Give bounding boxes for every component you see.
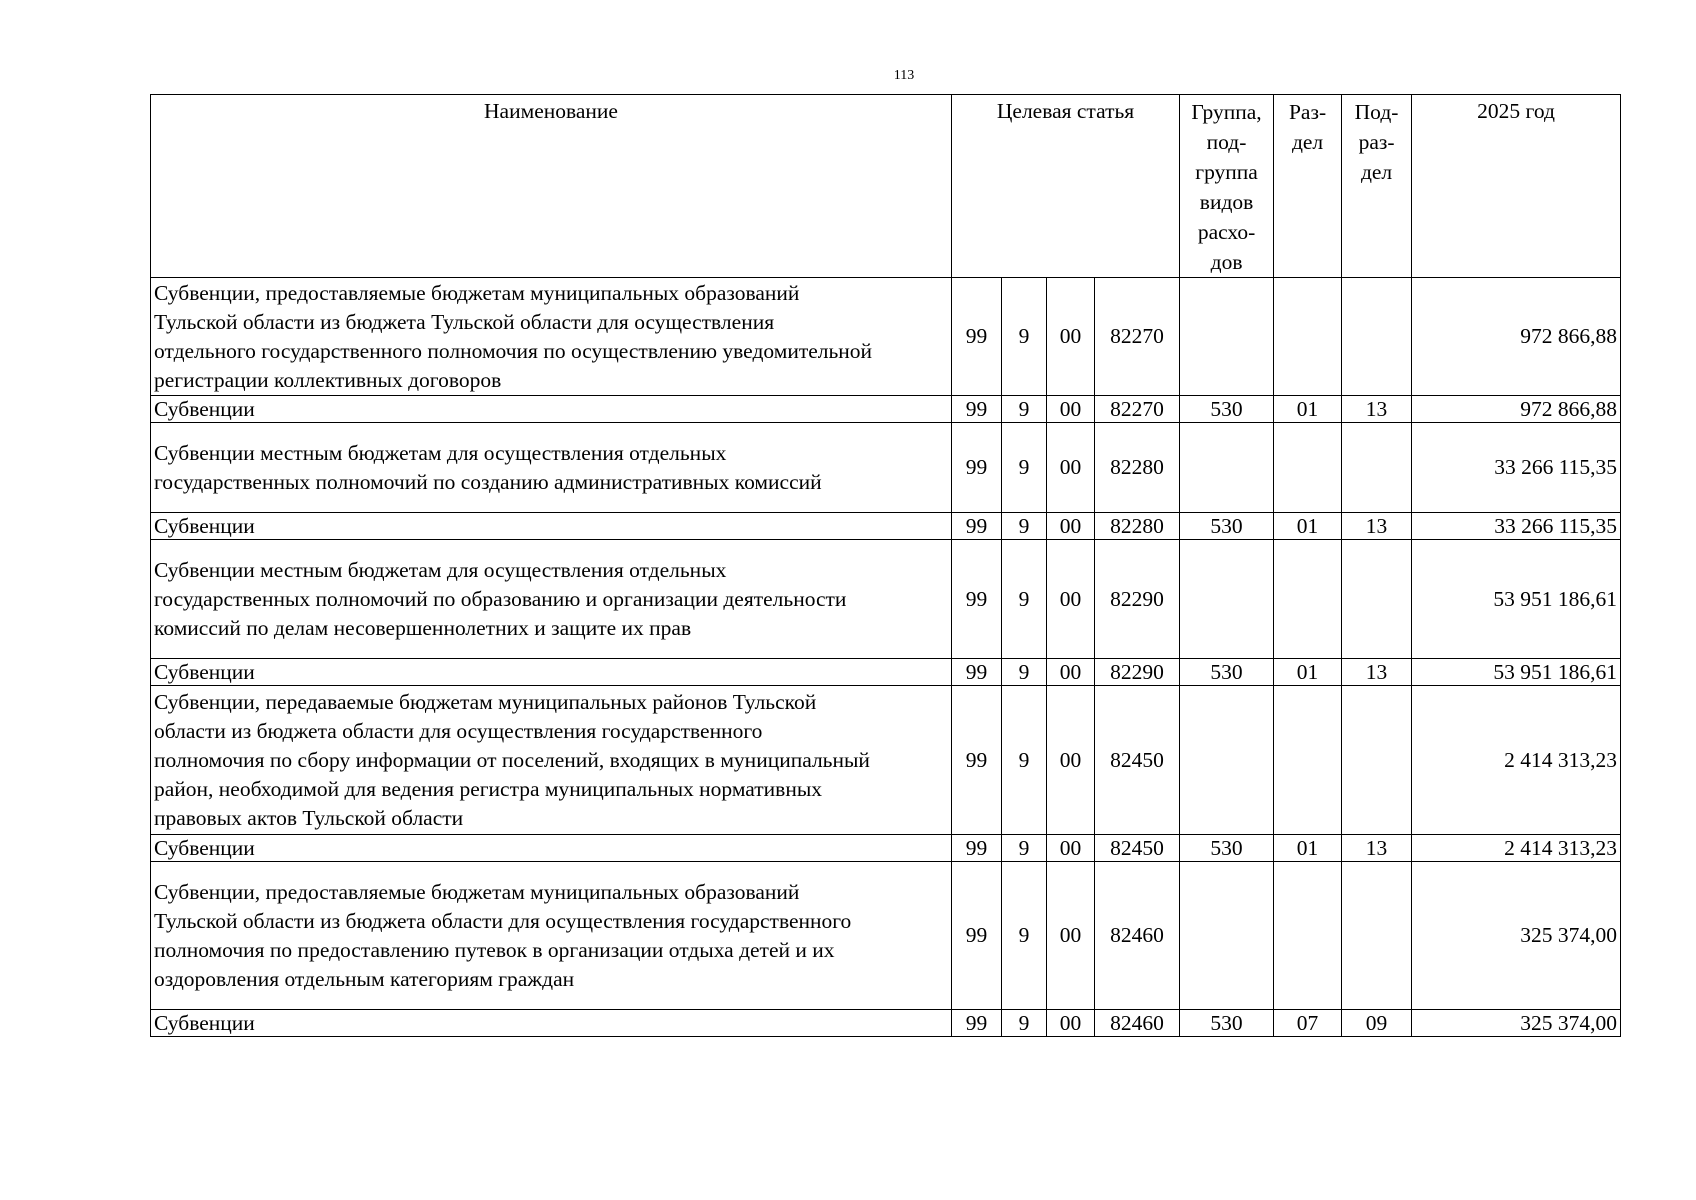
target-part-3: 00 bbox=[1047, 686, 1095, 835]
target-part-1: 99 bbox=[952, 540, 1002, 659]
amount-2025: 2 414 313,23 bbox=[1412, 835, 1621, 862]
section: 01 bbox=[1274, 659, 1342, 686]
target-part-2: 9 bbox=[1002, 1010, 1047, 1037]
row-name: Субвенции местным бюджетам для осуществления отдельных государственных полномочий по образованию и организации деятельности комиссий по делам несовершеннолетних и защите их прав bbox=[151, 540, 952, 659]
target-part-1: 99 bbox=[952, 862, 1002, 1010]
target-part-2: 9 bbox=[1002, 513, 1047, 540]
header-subsection: Под- раз- дел bbox=[1342, 95, 1412, 278]
row-name: Субвенции, передаваемые бюджетам муниципальных районов Тульской области из бюджета области для осуществления государственного полномочия по сбору информации от поселений, входящих в муниципальный район, необходимой для ведения регистра муниципальных нормативных правовых актов Тульской области bbox=[151, 686, 952, 835]
target-part-1: 99 bbox=[952, 659, 1002, 686]
header-section: Раз- дел bbox=[1274, 95, 1342, 278]
amount-2025: 33 266 115,35 bbox=[1412, 513, 1621, 540]
table-row bbox=[151, 1010, 1621, 1037]
amount-2025: 972 866,88 bbox=[1412, 278, 1621, 396]
amount-2025: 2 414 313,23 bbox=[1412, 686, 1621, 835]
amount-2025: 972 866,88 bbox=[1412, 396, 1621, 423]
expense-group: 530 bbox=[1180, 396, 1274, 423]
target-part-1: 99 bbox=[952, 423, 1002, 513]
target-part-1: 99 bbox=[952, 278, 1002, 396]
row-name: Субвенции, предоставляемые бюджетам муниципальных образований Тульской области из бюджета Тульской области для осуществления отдельного государственного полномочия по осуществлению уведомительной регистрации коллективных договоров bbox=[151, 278, 952, 396]
subsection bbox=[1342, 423, 1412, 513]
expense-group bbox=[1180, 540, 1274, 659]
expense-group bbox=[1180, 686, 1274, 835]
subsection bbox=[1342, 540, 1412, 659]
target-part-2: 9 bbox=[1002, 423, 1047, 513]
target-part-2: 9 bbox=[1002, 278, 1047, 396]
target-part-4: 82460 bbox=[1095, 1010, 1180, 1037]
subsection bbox=[1342, 862, 1412, 1010]
target-part-3: 00 bbox=[1047, 396, 1095, 423]
target-part-1: 99 bbox=[952, 513, 1002, 540]
target-part-3: 00 bbox=[1047, 540, 1095, 659]
target-part-3: 00 bbox=[1047, 862, 1095, 1010]
budget-table bbox=[150, 94, 1621, 1037]
header-expense-group: Группа, под- группа видов расхо- дов bbox=[1180, 95, 1274, 278]
row-name: Субвенции, предоставляемые бюджетам муниципальных образований Тульской области из бюджета области для осуществления государственного полномочия по предоставлению путевок в организации отдыха детей и их оздоровления отдельным категориям граждан bbox=[151, 862, 952, 1010]
section bbox=[1274, 686, 1342, 835]
target-part-4: 82270 bbox=[1095, 396, 1180, 423]
target-part-3: 00 bbox=[1047, 659, 1095, 686]
table-row bbox=[151, 423, 1621, 513]
target-part-2: 9 bbox=[1002, 540, 1047, 659]
target-part-3: 00 bbox=[1047, 513, 1095, 540]
target-part-3: 00 bbox=[1047, 423, 1095, 513]
target-part-1: 99 bbox=[952, 396, 1002, 423]
amount-2025: 325 374,00 bbox=[1412, 862, 1621, 1010]
row-name: Субвенции местным бюджетам для осуществления отдельных государственных полномочий по созданию административных комиссий bbox=[151, 423, 952, 513]
header-year-2025: 2025 год bbox=[1412, 95, 1621, 278]
target-part-2: 9 bbox=[1002, 686, 1047, 835]
table-row bbox=[151, 659, 1621, 686]
target-part-1: 99 bbox=[952, 1010, 1002, 1037]
target-part-4: 82280 bbox=[1095, 513, 1180, 540]
section bbox=[1274, 423, 1342, 513]
amount-2025: 53 951 186,61 bbox=[1412, 659, 1621, 686]
section: 01 bbox=[1274, 513, 1342, 540]
section: 01 bbox=[1274, 835, 1342, 862]
header-target-article: Целевая статья bbox=[952, 95, 1180, 278]
target-part-2: 9 bbox=[1002, 835, 1047, 862]
target-part-3: 00 bbox=[1047, 1010, 1095, 1037]
table-row bbox=[151, 396, 1621, 423]
table-row bbox=[151, 835, 1621, 862]
table-row bbox=[151, 862, 1621, 1010]
expense-group bbox=[1180, 278, 1274, 396]
table-row bbox=[151, 513, 1621, 540]
amount-2025: 33 266 115,35 bbox=[1412, 423, 1621, 513]
expense-group bbox=[1180, 423, 1274, 513]
amount-2025: 53 951 186,61 bbox=[1412, 540, 1621, 659]
header-name: Наименование bbox=[151, 95, 952, 278]
expense-group: 530 bbox=[1180, 835, 1274, 862]
header-row bbox=[151, 95, 1621, 278]
target-part-4: 82290 bbox=[1095, 659, 1180, 686]
subsection bbox=[1342, 686, 1412, 835]
target-part-1: 99 bbox=[952, 835, 1002, 862]
target-part-2: 9 bbox=[1002, 659, 1047, 686]
expense-group: 530 bbox=[1180, 659, 1274, 686]
target-part-4: 82280 bbox=[1095, 423, 1180, 513]
target-part-4: 82450 bbox=[1095, 686, 1180, 835]
subsection bbox=[1342, 278, 1412, 396]
row-name: Субвенции bbox=[151, 659, 952, 686]
subsection: 13 bbox=[1342, 835, 1412, 862]
section bbox=[1274, 540, 1342, 659]
row-name: Субвенции bbox=[151, 835, 952, 862]
target-part-4: 82270 bbox=[1095, 278, 1180, 396]
subsection: 13 bbox=[1342, 659, 1412, 686]
target-part-4: 82450 bbox=[1095, 835, 1180, 862]
subsection: 13 bbox=[1342, 513, 1412, 540]
target-part-3: 00 bbox=[1047, 278, 1095, 396]
section bbox=[1274, 278, 1342, 396]
subsection: 13 bbox=[1342, 396, 1412, 423]
page-number: 113 bbox=[893, 68, 915, 83]
target-part-3: 00 bbox=[1047, 835, 1095, 862]
target-part-2: 9 bbox=[1002, 396, 1047, 423]
table-row bbox=[151, 686, 1621, 835]
section: 07 bbox=[1274, 1010, 1342, 1037]
target-part-4: 82460 bbox=[1095, 862, 1180, 1010]
row-name: Субвенции bbox=[151, 513, 952, 540]
expense-group bbox=[1180, 862, 1274, 1010]
section bbox=[1274, 862, 1342, 1010]
target-part-2: 9 bbox=[1002, 862, 1047, 1010]
table-row bbox=[151, 540, 1621, 659]
amount-2025: 325 374,00 bbox=[1412, 1010, 1621, 1037]
subsection: 09 bbox=[1342, 1010, 1412, 1037]
row-name: Субвенции bbox=[151, 1010, 952, 1037]
table-row bbox=[151, 278, 1621, 396]
target-part-1: 99 bbox=[952, 686, 1002, 835]
target-part-4: 82290 bbox=[1095, 540, 1180, 659]
section: 01 bbox=[1274, 396, 1342, 423]
expense-group: 530 bbox=[1180, 1010, 1274, 1037]
row-name: Субвенции bbox=[151, 396, 952, 423]
expense-group: 530 bbox=[1180, 513, 1274, 540]
